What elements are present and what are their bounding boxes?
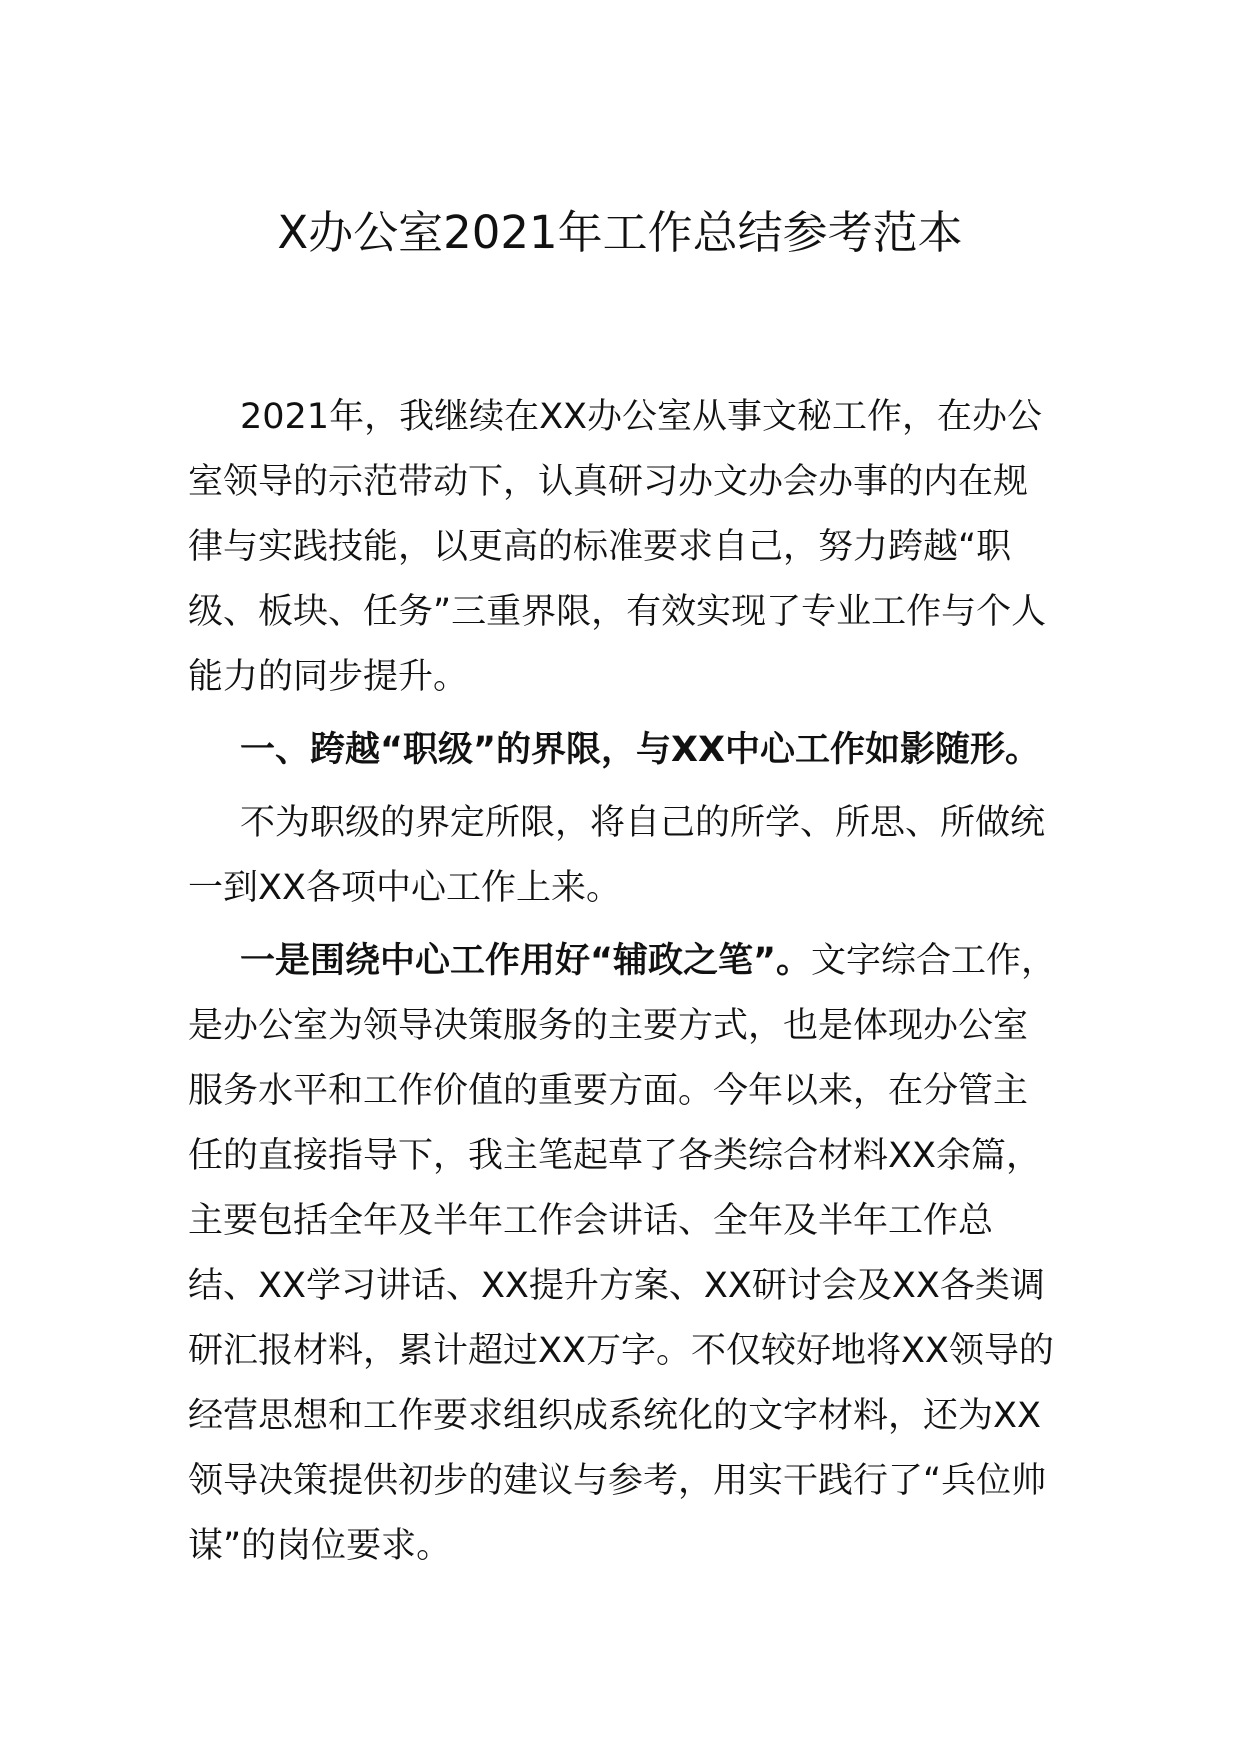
point-1-text: 文字综合工作，是办公室为领导决策服务的主要方式，也是体现办公室服务水平和工作价值的重要方面。今年以来，在分管主任的直接指导下，我主笔起草了各类综合材料XX余篇，主要包括全年及半年工作会讲话、全年及半年工作总结、XX学习讲话、XX提升方案、XX研讨会及XX各类调研汇报材料，累计超过XX万字。不仅较好地将XX领导的经营思想和工作要求组织成系统化的文字材料，还为XX领导决策提供初步的建议与参考，用实干践行了“兵位帅谋”的岗位要求。 <box>188 941 1057 1566</box>
point-1-lead: 一是围绕中心工作用好“辅政之笔”。 <box>240 941 812 981</box>
point-1-paragraph <box>188 929 1062 1579</box>
document-title: X办公室2021年工作总结参考范本 <box>277 206 963 259</box>
intro-paragraph: 2021年，我继续在XX办公室从事文秘工作，在办公室领导的示范带动下，认真研习办文办会办事的内在规律与实践技能，以更高的标准要求自己，努力跨越“职级、板块、任务”三重界限，有效实现了专业工作与个人能力的同步提升。 <box>188 397 1047 697</box>
document-body <box>188 385 1062 1579</box>
section-1-intro-paragraph: 不为职级的界定所限，将自己的所学、所思、所做统一到XX各项中心工作上来。 <box>188 803 1046 908</box>
section-heading-1: 一、跨越“职级”的界限，与XX中心工作如影随形。 <box>240 730 1040 770</box>
